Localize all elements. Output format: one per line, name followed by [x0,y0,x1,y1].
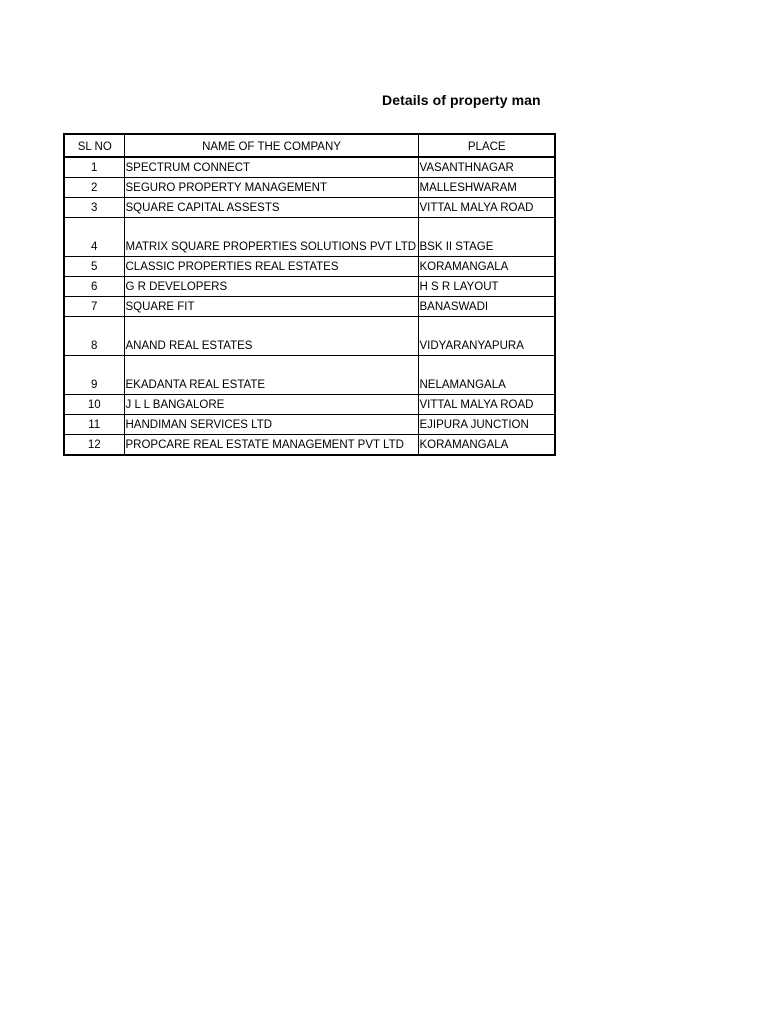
table-row [64,277,555,297]
cell-place: VITTAL MALYA ROAD [418,198,555,218]
cell-place: VASANTHNAGAR [418,157,555,178]
cell-company-name: SPECTRUM CONNECT [124,157,418,178]
cell-sl-no: 11 [64,415,124,435]
table-body [64,157,555,455]
cell-company-name: G R DEVELOPERS [124,277,418,297]
table-row [64,395,555,415]
cell-place: EJIPURA JUNCTION [418,415,555,435]
property-companies-table [63,133,556,456]
table-row [64,257,555,277]
cell-company-name: J L L BANGALORE [124,395,418,415]
cell-sl-no: 1 [64,157,124,178]
cell-sl-no: 9 [64,356,124,395]
cell-sl-no: 4 [64,218,124,257]
cell-sl-no: 7 [64,297,124,317]
cell-place: KORAMANGALA [418,435,555,456]
cell-sl-no: 8 [64,317,124,356]
header-place: PLACE [418,134,555,157]
cell-sl-no: 3 [64,198,124,218]
cell-sl-no: 10 [64,395,124,415]
cell-company-name: ANAND REAL ESTATES [124,317,418,356]
document-title: Details of property man [382,92,541,108]
cell-place: NELAMANGALA [418,356,555,395]
cell-place: VIDYARANYAPURA [418,317,555,356]
cell-place: BSK II STAGE [418,218,555,257]
cell-company-name: CLASSIC PROPERTIES REAL ESTATES [124,257,418,277]
table-row [64,297,555,317]
cell-place: H S R LAYOUT [418,277,555,297]
cell-sl-no: 6 [64,277,124,297]
table-row [64,218,555,257]
table-row [64,157,555,178]
table-header-row [64,134,555,157]
cell-place: KORAMANGALA [418,257,555,277]
cell-company-name: EKADANTA REAL ESTATE [124,356,418,395]
table-row [64,317,555,356]
cell-company-name: PROPCARE REAL ESTATE MANAGEMENT PVT LTD [124,435,418,456]
header-sl-no: SL NO [64,134,124,157]
table-row [64,356,555,395]
table-row [64,178,555,198]
header-company-name: NAME OF THE COMPANY [124,134,418,157]
cell-place: MALLESHWARAM [418,178,555,198]
cell-sl-no: 5 [64,257,124,277]
cell-company-name: SQUARE FIT [124,297,418,317]
cell-sl-no: 12 [64,435,124,456]
cell-company-name: SQUARE CAPITAL ASSESTS [124,198,418,218]
cell-place: VITTAL MALYA ROAD [418,395,555,415]
cell-place: BANASWADI [418,297,555,317]
cell-company-name: HANDIMAN SERVICES LTD [124,415,418,435]
cell-sl-no: 2 [64,178,124,198]
cell-company-name: SEGURO PROPERTY MANAGEMENT [124,178,418,198]
cell-company-name: MATRIX SQUARE PROPERTIES SOLUTIONS PVT LTD [124,218,418,257]
table-row [64,198,555,218]
table-row [64,435,555,456]
table-row [64,415,555,435]
